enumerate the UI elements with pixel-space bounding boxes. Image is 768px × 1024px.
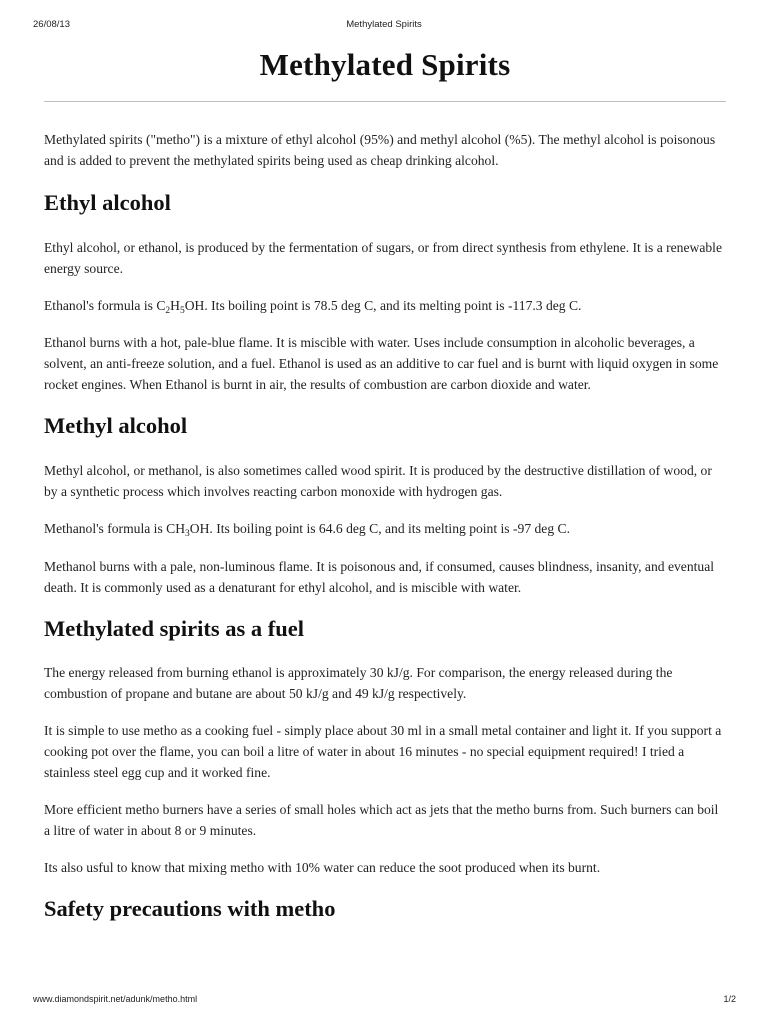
heading-fuel: Methylated spirits as a fuel [44, 616, 304, 641]
heading-ethyl-alcohol: Ethyl alcohol [44, 190, 171, 215]
fuel-paragraph-1: The energy released from burning ethanol is approximately 30 kJ/g. For comparison, the energy released during the combustion of propane and butane are about 50 kJ/g and 49 kJ/g respectively. [44, 665, 673, 701]
heading-methyl-alcohol: Methyl alcohol [44, 413, 188, 438]
methanol-formula-paragraph: Methanol's formula is $CH_3OH$. Its boiling point is 64.6 deg C, and its melting point is -97 deg C. [44, 521, 571, 539]
print-header-title: Methylated Spirits [346, 19, 422, 30]
print-footer-page-number: 1/2 [723, 994, 736, 1004]
fuel-paragraph-4: Its also usful to know that mixing metho with 10% water can reduce the soot produced when its burnt. [44, 860, 601, 875]
fuel-paragraph-3: More efficient metho burners have a series of small holes which act as jets that the metho burns from. Such burners can boil a litre of water in about 8 or 9 minutes. [44, 802, 719, 838]
print-footer-url: www.diamondspirit.net/adunk/metho.html [33, 994, 198, 1004]
heading-safety: Safety precautions with metho [44, 896, 336, 921]
title-divider [44, 101, 726, 102]
methyl-paragraph-1: Methyl alcohol, or methanol, is also sometimes called wood spirit. It is produced by the destructive distillation of wood, or by a synthetic process which involves reacting carbon monoxide with hydrogen gas. [44, 463, 712, 499]
ethyl-paragraph-1: Ethyl alcohol, or ethanol, is produced by the fermentation of sugars, or from direct synthesis from ethylene. It is a renewable energy source. [44, 240, 722, 276]
fuel-paragraph-2: It is simple to use metho as a cooking fuel - simply place about 30 ml in a small metal container and light it. If you support a cooking pot over the flame, you can boil a litre of water in about 16 minutes - no special equipment required! I tried a stainless steel egg cup and it worked fine. [44, 723, 722, 780]
ethyl-paragraph-3: Ethanol burns with a hot, pale-blue flame. It is miscible with water. Uses include consumption in alcoholic beverages, a solvent, an anti-freeze solution, and a fuel. Ethanol is used as an additive to car fuel and is burnt with liquid oxygen in some rocket engines. When Ethanol is burnt in air, the results of combustion are carbon dioxide and water. [44, 335, 719, 392]
article [44, 45, 726, 924]
ethanol-formula-paragraph: Ethanol's formula is $C_2H_5OH$. Its boiling point is 78.5 deg C, and its melting point is -117.3 deg C. [44, 298, 582, 316]
methyl-paragraph-3: Methanol burns with a pale, non-luminous flame. It is poisonous and, if consumed, causes blindness, insanity, and eventual death. It is commonly used as a denaturant for ethyl alcohol, and is miscible with water. [44, 559, 715, 595]
page-title: Methylated Spirits [259, 47, 511, 82]
intro-paragraph: Methylated spirits ("metho") is a mixture of ethyl alcohol (95%) and methyl alcohol (%5). The methyl alcohol is poisonous and is added to prevent the methylated spirits being used as cheap drinking alcohol. [44, 132, 716, 168]
print-header-date: 26/08/13 [33, 19, 70, 30]
